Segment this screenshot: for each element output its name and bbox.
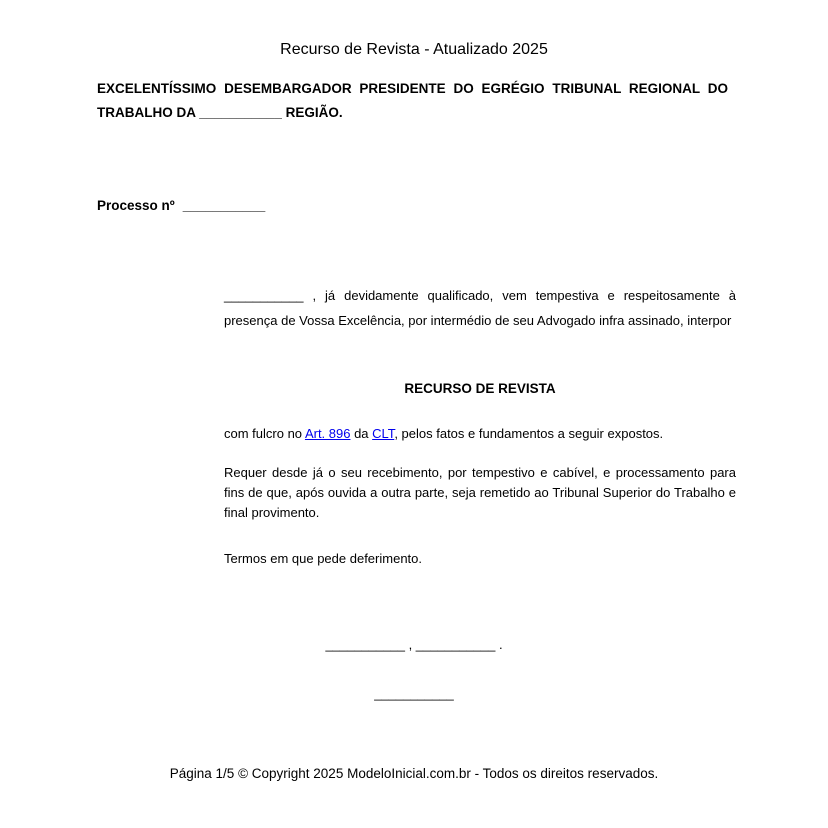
closing-paragraph: Termos em que pede deferimento. bbox=[224, 551, 422, 566]
court-address-header: EXCELENTÍSSIMO DESEMBARGADOR PRESIDENTE DO EGRÉGIO TRIBUNAL REGIONAL DO TRABALHO DA ___________ REGIÃO. bbox=[97, 81, 728, 120]
case-number-label: Processo nº bbox=[97, 198, 175, 213]
legal-basis-text-pre: com fulcro no bbox=[224, 426, 305, 441]
petition-heading: RECURSO DE REVISTA bbox=[404, 381, 556, 396]
signature-place-date-line: ___________ , ___________ . bbox=[325, 637, 503, 652]
signature-line: ___________ bbox=[374, 686, 454, 701]
art-896-link[interactable]: Art. 896 bbox=[304, 426, 351, 441]
legal-basis-text-post: , pelos fatos e fundamentos a seguir expostos. bbox=[394, 426, 664, 441]
clt-link[interactable]: CLT bbox=[372, 426, 395, 441]
case-number-row bbox=[97, 198, 265, 214]
page-footer: Página 1/5 © Copyright 2025 ModeloInicial.com.br - Todos os direitos reservados. bbox=[169, 766, 659, 781]
legal-basis-paragraph bbox=[224, 426, 736, 442]
legal-basis-text-mid: da bbox=[350, 426, 373, 441]
page-title: Recurso de Revista - Atualizado 2025 bbox=[280, 41, 548, 58]
case-number-blank: ___________ bbox=[182, 198, 266, 213]
qualification-paragraph: ___________ , já devidamente qualificado, vem tempestiva e respeitosamente à presença de Vossa Excelência, por intermédio de seu Advogado infra assinado, interpor bbox=[224, 288, 736, 328]
request-paragraph: Requer desde já o seu recebimento, por tempestivo e cabível, e processamento para fins de que, após ouvida a outra parte, seja remetido ao Tribunal Superior do Trabalho e final provimento. bbox=[224, 465, 736, 520]
